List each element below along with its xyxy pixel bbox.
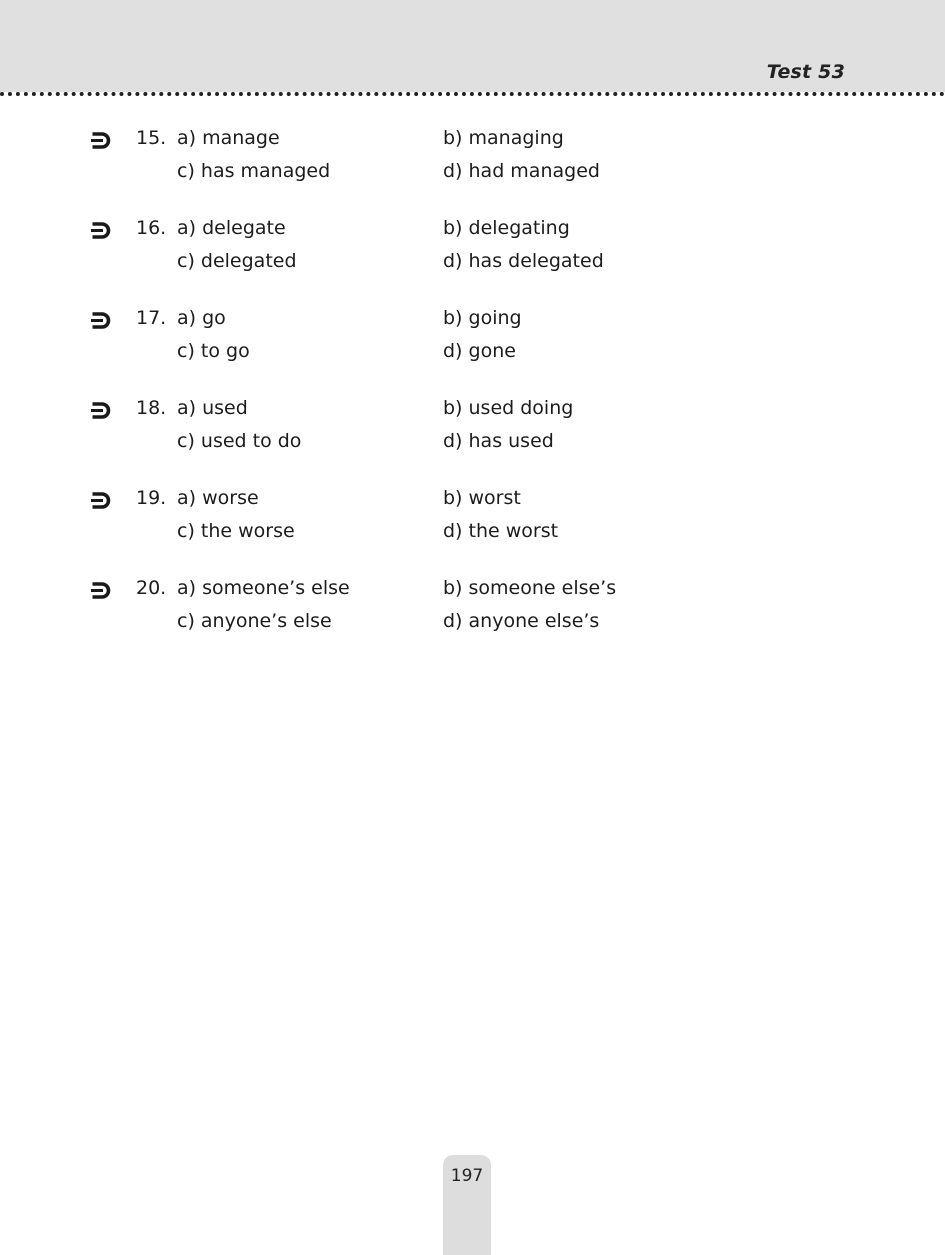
option-d[interactable]: d) had managed (443, 160, 600, 182)
option-a[interactable]: a) worse (177, 487, 259, 509)
option-a[interactable]: a) someone’s else (177, 577, 350, 599)
question-18 (0, 394, 945, 484)
option-c[interactable]: c) to go (177, 340, 250, 362)
question-number: 16. (136, 217, 167, 239)
dotted-divider (0, 92, 945, 96)
option-a[interactable]: a) manage (177, 127, 280, 149)
arrow-circle-icon (90, 490, 112, 510)
option-d[interactable]: d) the worst (443, 520, 559, 542)
test-title: Test 53 (766, 61, 845, 83)
option-c[interactable]: c) anyone’s else (177, 610, 332, 632)
option-b[interactable]: b) someone else’s (443, 577, 617, 599)
option-b[interactable]: b) managing (443, 127, 564, 149)
question-list (0, 124, 945, 664)
question-15 (0, 124, 945, 214)
question-16 (0, 214, 945, 304)
option-b[interactable]: b) used doing (443, 397, 574, 419)
arrow-circle-icon (90, 400, 112, 420)
question-17 (0, 304, 945, 394)
option-d[interactable]: d) has delegated (443, 250, 604, 272)
option-c[interactable]: c) the worse (177, 520, 295, 542)
question-number: 20. (136, 577, 167, 599)
option-a[interactable]: a) go (177, 307, 226, 329)
option-d[interactable]: d) anyone else’s (443, 610, 600, 632)
option-c[interactable]: c) delegated (177, 250, 297, 272)
question-19 (0, 484, 945, 574)
option-d[interactable]: d) has used (443, 430, 554, 452)
question-number: 15. (136, 127, 167, 149)
arrow-circle-icon (90, 130, 112, 150)
option-b[interactable]: b) going (443, 307, 522, 329)
option-c[interactable]: c) has managed (177, 160, 331, 182)
question-number: 19. (136, 487, 167, 509)
arrow-circle-icon (90, 310, 112, 330)
arrow-circle-icon (90, 220, 112, 240)
page-number: 197 (450, 1166, 484, 1186)
option-d[interactable]: d) gone (443, 340, 516, 362)
arrow-circle-icon (90, 580, 112, 600)
option-b[interactable]: b) worst (443, 487, 521, 509)
option-a[interactable]: a) delegate (177, 217, 286, 239)
question-number: 18. (136, 397, 167, 419)
option-a[interactable]: a) used (177, 397, 248, 419)
question-20 (0, 574, 945, 664)
option-c[interactable]: c) used to do (177, 430, 302, 452)
option-b[interactable]: b) delegating (443, 217, 570, 239)
question-number: 17. (136, 307, 167, 329)
